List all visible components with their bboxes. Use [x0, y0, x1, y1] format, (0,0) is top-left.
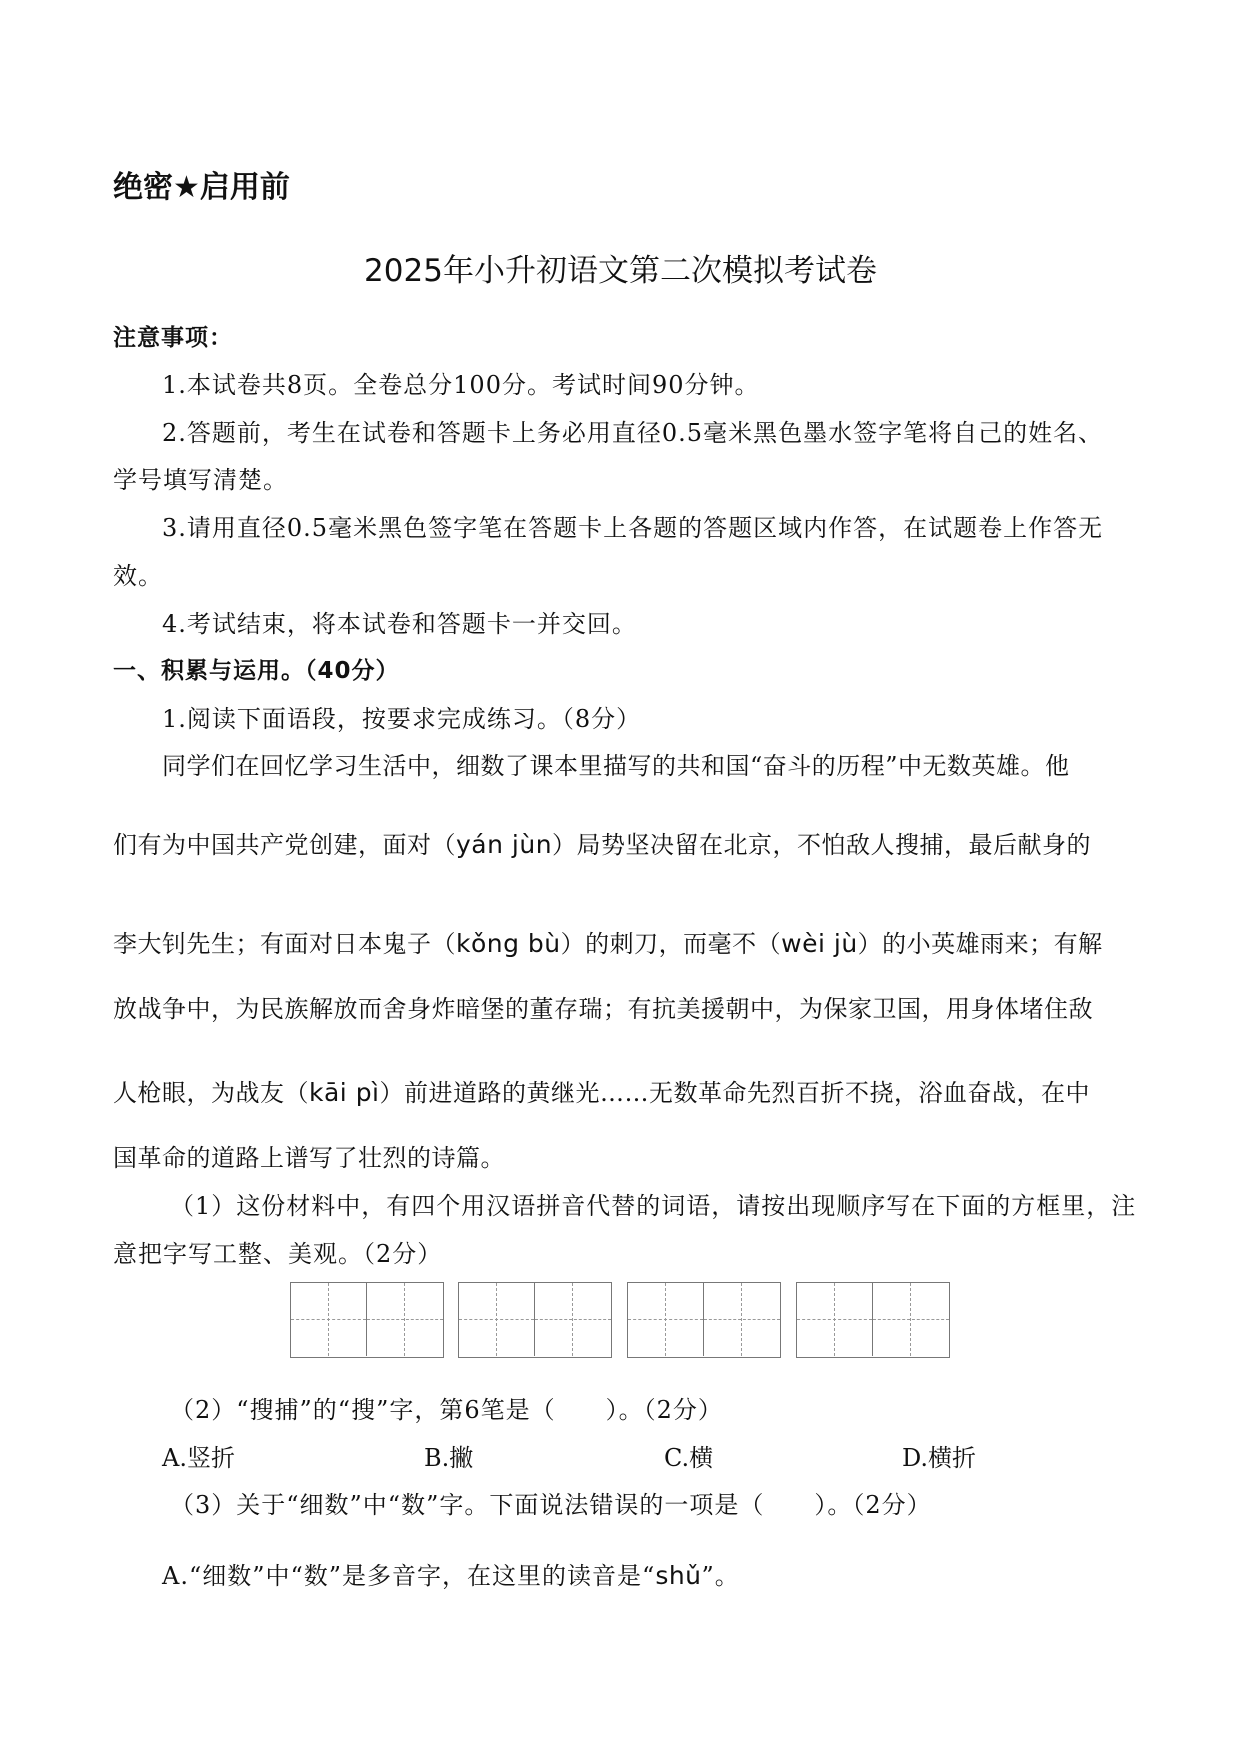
answer-box-4[interactable]: [796, 1282, 950, 1358]
option-b[interactable]: B.撇: [424, 1444, 474, 1472]
tianzige-cell[interactable]: [873, 1283, 949, 1356]
notice-item-3a: 3.请用直径0.5毫米黑色签字笔在答题卡上各题的答题区域内作答，在试题卷上作答无: [162, 514, 1104, 542]
notice-item-2a: 2.答题前，考生在试卷和答题卡上务必用直径0.5毫米黑色墨水签字笔将自己的姓名、: [162, 419, 1104, 447]
passage-line-1: 同学们在回忆学习生活中，细数了课本里描写的共和国“奋斗的历程”中无数英雄。他: [162, 752, 1070, 780]
notice-item-3b: 效。: [113, 562, 163, 590]
passage-text: ）局势坚决留在北京，不怕敌人搜捕，最后献身的: [552, 831, 1092, 859]
subquestion-1b: 意把字写工整、美观。（2分）: [113, 1240, 443, 1268]
option-d[interactable]: D.横折: [902, 1444, 977, 1472]
notice-heading: 注意事项：: [113, 325, 233, 351]
subquestion-3: （3）关于“细数”中“数”字。下面说法错误的一项是（ ）。（2分）: [170, 1491, 932, 1519]
passage-text: 们有为中国共产党创建，面对（: [113, 831, 456, 859]
option-c[interactable]: C.横: [664, 1444, 714, 1472]
subquestion-1a: （1）这份材料中，有四个用汉语拼音代替的词语，请按出现顺序写在下面的方框里，注: [170, 1192, 1137, 1220]
passage-text: 李大钊先生；有面对日本鬼子（: [113, 930, 456, 958]
notice-item-1: 1.本试卷共8页。全卷总分100分。考试时间90分钟。: [162, 371, 760, 399]
passage-line-3: [113, 928, 1123, 960]
tianzige-cell[interactable]: [291, 1283, 367, 1356]
subquestion-2: （2）“搜捕”的“搜”字，第6笔是（ ）。（2分）: [170, 1396, 723, 1424]
tianzige-cell[interactable]: [628, 1283, 704, 1356]
pinyin-kongbu: kǒng bù: [456, 929, 561, 958]
passage-line-2: [113, 829, 1123, 861]
pinyin-kaipi: kāi pì: [309, 1078, 380, 1107]
exam-title: 2025年小升初语文第二次模拟考试卷: [364, 253, 877, 289]
passage-line-5: [113, 1077, 1123, 1109]
tianzige-cell[interactable]: [367, 1283, 443, 1356]
pinyin-shu: shǔ: [655, 1561, 702, 1590]
answer-box-3[interactable]: [627, 1282, 781, 1358]
passage-text: 人枪眼，为战友（: [113, 1079, 309, 1107]
passage-line-4: 放战争中，为民族解放而舍身炸暗堡的董存瑞；有抗美援朝中，为保家卫国，用身体堵住敌: [113, 995, 1093, 1023]
tianzige-cell[interactable]: [704, 1283, 780, 1356]
tianzige-cell[interactable]: [535, 1283, 611, 1356]
passage-text: ）的小英雄雨来；有解: [857, 930, 1103, 958]
option-text: A.“细数”中“数”是多音字，在这里的读音是“: [162, 1562, 656, 1590]
subquestion-3-option-a[interactable]: [162, 1560, 740, 1592]
tianzige-cell[interactable]: [459, 1283, 535, 1356]
option-text: ”。: [701, 1562, 740, 1590]
notice-item-2b: 学号填写清楚。: [113, 466, 288, 494]
pinyin-yanjun: yán jùn: [456, 830, 553, 859]
passage-text: ）的刺刀，而毫不（: [560, 930, 782, 958]
passage-text: ）前进道路的黄继光……无数革命先烈百折不挠，浴血奋战，在中: [379, 1079, 1091, 1107]
question-1: 1.阅读下面语段，按要求完成练习。（8分）: [162, 705, 642, 733]
notice-item-4: 4.考试结束，将本试卷和答题卡一并交回。: [162, 610, 637, 638]
secret-label: 绝密★启用前: [113, 170, 290, 205]
tianzige-cell[interactable]: [797, 1283, 873, 1356]
pinyin-weiju: wèi jù: [781, 929, 858, 958]
option-a[interactable]: A.竖折: [162, 1444, 235, 1472]
answer-box-2[interactable]: [458, 1282, 612, 1358]
answer-box-1[interactable]: [290, 1282, 444, 1358]
section1-heading: 一、积累与运用。（40分）: [113, 658, 400, 684]
passage-line-6: 国革命的道路上谱写了壮烈的诗篇。: [113, 1144, 505, 1172]
